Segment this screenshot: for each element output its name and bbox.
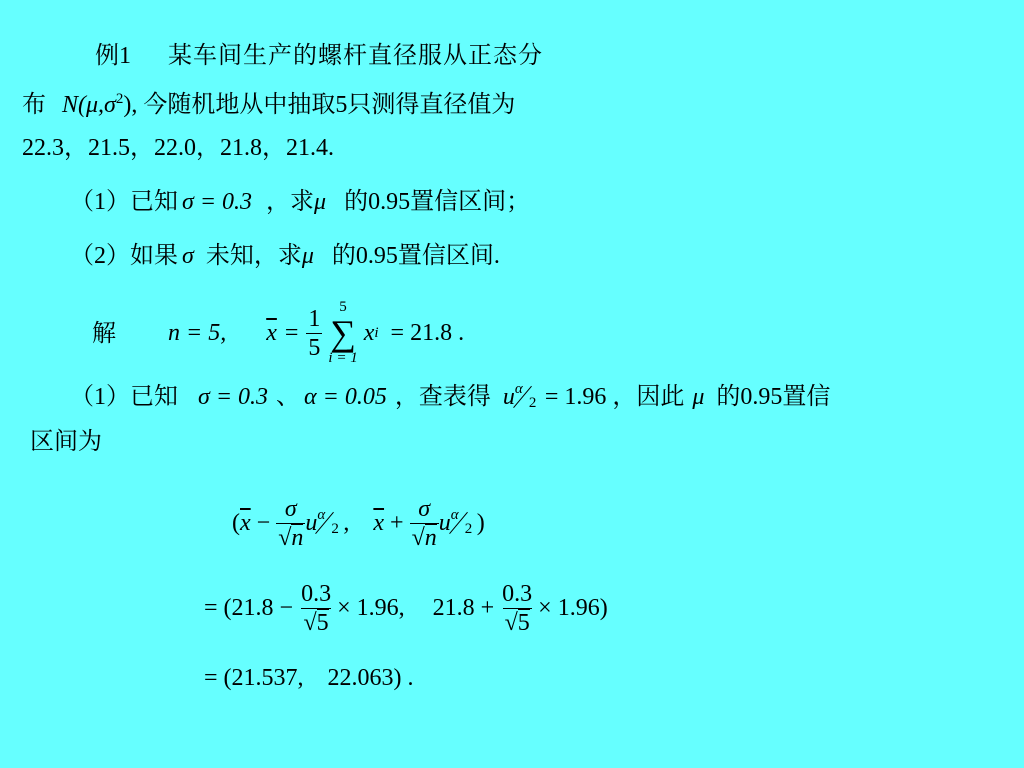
- q2-suffix: 的0.95置信区间.: [331, 243, 500, 269]
- one-over-five: [306, 307, 322, 360]
- fraction-five: 5: [308, 334, 321, 361]
- open-paren: (: [232, 510, 240, 536]
- numeric-substitution: [204, 572, 608, 644]
- solution-label: 解: [92, 321, 116, 347]
- question-1: [70, 190, 530, 214]
- q1-mid: ，求: [266, 189, 315, 215]
- sigma-over-sqrt-n-2: [410, 497, 439, 550]
- line2-text: 今随机地从中抽取5只测得直径值为: [143, 92, 516, 118]
- example-line2: [22, 92, 515, 117]
- q1-mu: μ: [314, 189, 327, 215]
- dist-close: ),: [123, 92, 138, 118]
- p1-mu: μ: [692, 384, 705, 410]
- q2-mu: μ: [301, 243, 314, 269]
- fraction-one: 1: [308, 305, 321, 332]
- xbar: $\overline{x}$: [266, 320, 277, 346]
- u-2: u: [438, 510, 451, 536]
- sum-lower: i = 1: [328, 350, 358, 366]
- final-interval: = (21.537, 22.063) .: [204, 665, 414, 691]
- p1-prefix: （1）已知: [70, 384, 178, 410]
- example-label: 例1: [95, 43, 131, 69]
- close-paren: ): [476, 510, 485, 536]
- sigma-over-sqrt-n-1: [276, 497, 305, 550]
- line2-prefix: 布: [22, 92, 46, 118]
- q2-mid: 未知，求: [205, 243, 302, 269]
- sqrt-n-2: √n: [411, 524, 437, 551]
- u-1: u: [305, 510, 318, 536]
- plus-sign: +: [390, 510, 404, 536]
- line2-start: = (21.8 −: [204, 595, 294, 621]
- q1-suffix: 的0.95置信区间；: [344, 189, 531, 215]
- sample-values: 22.3，21.5，22.0，21.8，21.4.: [22, 135, 334, 161]
- p1-uval: = 1.96: [544, 384, 607, 410]
- alpha-half-1: α 2: [317, 507, 339, 537]
- comma: ,: [343, 510, 350, 536]
- p1-u: u: [502, 384, 515, 410]
- n-expr: n = 5,: [168, 320, 227, 346]
- alpha-num: α: [514, 381, 523, 397]
- summation: [328, 300, 357, 366]
- sqrt-n-1: √n: [278, 524, 304, 551]
- p1-lookup: ，查表得: [394, 384, 491, 410]
- formula-xbar-2: $\overline{x}$: [373, 510, 385, 536]
- equals: =: [284, 320, 299, 346]
- times-2: × 1.96): [538, 595, 608, 621]
- q1-prefix: （1）已知: [70, 189, 178, 215]
- sigma-num-1: σ: [284, 495, 297, 522]
- sum-sign: ∑: [330, 313, 356, 353]
- two-den: 2: [528, 395, 537, 411]
- p1-conf: 的0.95置信: [716, 384, 831, 410]
- normal-dist-symbol: N(μ,σ: [62, 92, 116, 118]
- p1-sigma: σ = 0.3: [198, 384, 269, 410]
- q2-sigma: σ: [182, 243, 194, 269]
- sum-upper: 5: [339, 299, 347, 315]
- times-1: × 1.96,: [337, 595, 405, 621]
- example-line1: 某车间生产的螺杆直径服从正态分: [168, 43, 543, 69]
- alpha-over-two: [515, 382, 541, 412]
- minus-sign: −: [256, 510, 271, 536]
- q2-prefix: （2）如果: [70, 243, 178, 269]
- sample-mean-formula: [168, 296, 464, 370]
- mean-result: = 21.8 .: [390, 320, 465, 346]
- alpha-half-2: α 2: [450, 507, 473, 537]
- sigma-num-2: σ: [418, 495, 431, 522]
- frac-0.3-sqrt5-1: $\frac{0.3}{√5}$: [301, 580, 332, 636]
- frac-0.3-sqrt5-2: $\frac{0.3}{√5}$: [502, 580, 533, 636]
- x-i: x: [363, 320, 375, 346]
- part1-line2: 区间为: [30, 429, 102, 455]
- q1-sigma-cond: σ = 0.3: [182, 189, 253, 215]
- p1-therefore: ，因此: [612, 384, 685, 410]
- formula-xbar-1: $\overline{x}$: [240, 510, 251, 536]
- line2-mid: 21.8 +: [432, 595, 495, 621]
- p1-sep: 、: [276, 384, 301, 410]
- variance-exponent: 2: [115, 91, 124, 107]
- interval-formula: [232, 488, 485, 558]
- part1-line1: [70, 382, 830, 412]
- p1-alpha: α = 0.05: [304, 384, 387, 410]
- x-i-subscript: i: [374, 324, 379, 341]
- question-2: [70, 244, 500, 268]
